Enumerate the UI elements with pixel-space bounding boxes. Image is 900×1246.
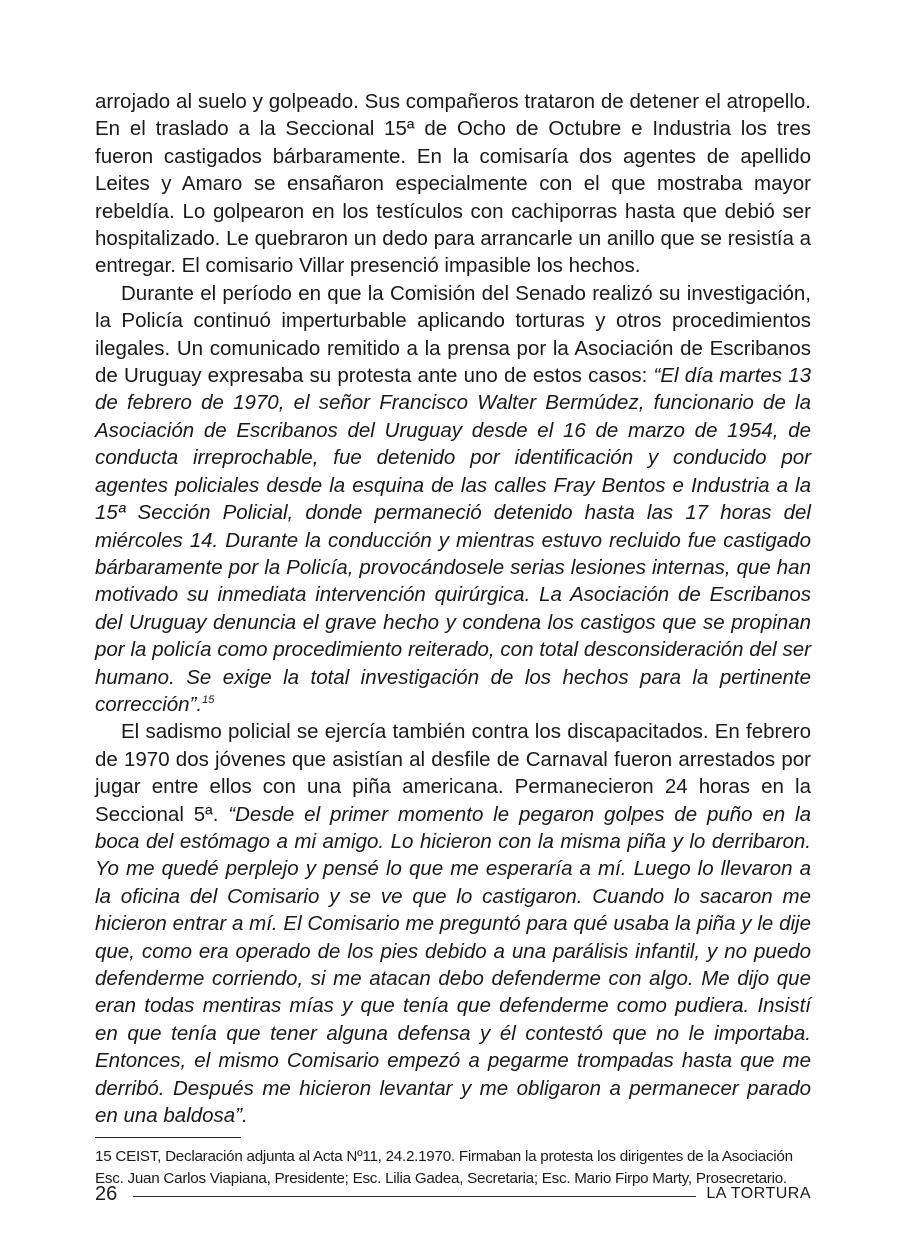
paragraph-2 [95, 280, 811, 719]
paragraph-2-intro: Durante el período en que la Comisión del Senado realizó su investigación, la Policía continuó imperturbable aplicando torturas y otros procedimientos ilegales. Un comunicado remitido a la prensa por la Asociación de Escribanos de Uruguay expresaba su protesta ante uno de estos casos: [95, 281, 811, 388]
body-text [95, 88, 811, 1129]
paragraph-1: arrojado al suelo y golpeado. Sus compañeros trataron de detener el atropello. En el traslado a la Seccional 15ª de Ocho de Octubre e Industria los tres fueron castigados bárbaramente. En la comisaría dos agentes de apellido Leites y Amaro se ensañaron especialmente con el que mostraba mayor rebeldía. Lo golpearon en los testículos con cachiporras hasta que debió ser hospitalizado. Le quebraron un dedo para arrancarle un anillo que se resistía a entregar. El comisario Villar presenció impasible los hechos. [95, 90, 811, 278]
escribanos-quote: “El día martes 13 de febrero de 1970, el señor Francisco Walter Bermúdez, funcionario de la Asociación de Escribanos del Uruguay desde el 16 de marzo de 1954, de conducta irreprochable, fue detenido por identificación y conducido por agentes policiales desde la esquina de las calles Fray Bentos e Industria a la 15ª Sección Policial, donde permaneció detenido hasta las 17 horas del miércoles 14. Durante la conducción y mientras estuvo recluido fue castigado bárbaramente por la Policía, provocándosele serias lesiones internas, que han motivado su inmediata intervención quirúrgica. La Asociación de Escribanos del Uruguay denuncia el grave hecho y condena los castigos que se propinan por la policía como procedimiento reiterado, con total desconsideración del ser humano. Se exige la total investigación de los hechos para la pertinente corrección”. [95, 364, 812, 716]
footnote-reference: 15 [202, 693, 215, 706]
paragraph-3-intro: El sadismo policial se ejercía también contra los discapacitados. En febrero de 1970 dos jóvenes que asistían al desfile de Carnaval fueron arrestados por jugar entre ellos con una piña americana. Permanecieron 24 horas en la Seccional 5ª. [95, 720, 811, 826]
paragraph-3 [95, 718, 811, 1129]
running-title: LA TORTURA [706, 1185, 811, 1202]
page-content [95, 88, 811, 1189]
page-number: 26 [95, 1182, 118, 1205]
footnote-divider [95, 1137, 241, 1138]
footer-divider [133, 1196, 696, 1197]
page-footer [95, 1181, 811, 1207]
footnote: 15 CEIST, Declaración adjunta al Acta Nº11, 24.2.1970. Firmaban la protesta los dirigentes de la Asociación Esc. Juan Carlos Viapiana, Presidente; Esc. Lilia Gadea, Secretaria; Esc. Mario Firpo Marty, Prosecretario. [95, 1148, 793, 1187]
testimony-quote: “Desde el primer momento le pegaron golpes de puño en la boca del estómago a mi amigo. Lo hicieron con la misma piña y lo derribaron. Yo me quedé perplejo y pensé lo que me esperaría a mí. Luego lo llevaron a la oficina del Comisario y se ve que lo castigaron. Cuando lo sacaron me hicieron entrar a mí. El Comisario me preguntó para qué usaba la piña y le dije que, como era operado de los pies debido a una parálisis infantil, y no puedo defenderme corriendo, si me atacan debo defenderme con algo. Me dijo que eran todas mentiras mías y que tenía que defenderme como pudiera. Insistí en que tenía que tener alguna defensa y él contestó que no le importaba. Entonces, el mismo Comisario empezó a pegarme trompadas hasta que me derribó. Después me hicieron levantar y me obligaron a permanecer parado en una baldosa”. [95, 802, 811, 1128]
